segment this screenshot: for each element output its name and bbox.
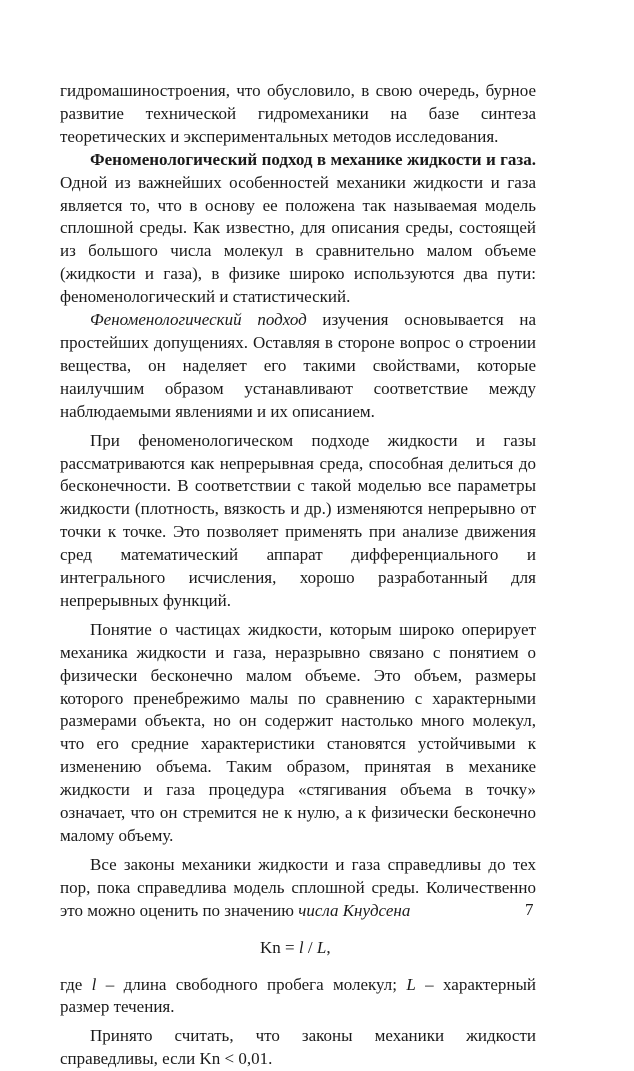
symbol-L: L [406, 974, 416, 994]
formula-eq: = [280, 937, 299, 957]
paragraph-4: При феноменологическом подходе жидкости и газы рассматриваются как непрерывная среда, способная делиться до бесконечности. В соответствии с такой моделью все параметры жидкости (плотность, вязкость и др.) изменяются непрерывно от точки к точке. Это позволяет применять при анализе движения сред математический аппарат дифференциального и интегрального исчисления, хорошо разработанный для непрерывных функций. [60, 430, 536, 610]
paragraph-8: Принято считать, что законы механики жидкости справедливы, если Kn < 0,01. [60, 1026, 536, 1069]
paragraph-3-text: изучения основывается на простейших допущениях. Оставляя в стороне вопрос о строении вещества, он наделяет его такими свойствами, которые наилучшим образом устанавливают соответствие между наблюдаемыми явлениями и их описанием. [60, 310, 537, 421]
formula-lhs: Kn [260, 937, 281, 957]
paragraph-7-b: – длина свободного пробега молекул; [96, 974, 407, 994]
page-number: 7 [525, 900, 534, 919]
formula-tail: , [326, 937, 331, 957]
paragraph-3 [60, 309, 536, 424]
paragraph-6 [60, 854, 536, 923]
formula-slash: / [303, 937, 317, 957]
paragraph-5: Понятие о частицах жидкости, которым широко оперирует механика жидкости и газа, неразрывно связано с понятием о физически бесконечно малом объеме. Это объем, размеры которого пренебрежимо малы по сравнению с характерными размерами объекта, но он содержит настолько много молекул, что его средние характеристики становятся устойчивыми к изменению объема. Таким образом, принятая в механике жидкости и газа процедура «стягивания объема в точку» означает, что он стремится не к нулю, а к физически бесконечно малому объему. [60, 619, 536, 845]
formula-L: L [316, 937, 327, 957]
paragraph-2 [60, 149, 536, 309]
paragraph-7 [60, 974, 536, 1020]
paragraph-1: гидромашиностроения, что обусловило, в свою очередь, бурное развитие технической гидромеханики на базе синтеза теоретических и экспериментальных методов исследования. [60, 81, 536, 146]
symbol-l: l [91, 974, 97, 994]
paragraph-7-c: – характерный размер течения. [60, 974, 536, 1017]
page-body [60, 80, 536, 1071]
paragraph-2-text: Одной из важнейших особенностей механики жидкости и газа является то, что в основу ее положена так называемая модель сплошной среды. Как известно, для описания среды, состоящей из большого числа молекул в сравнительно малом объеме (жидкости и газа), в физике широко используются два пути: феноменологический и статистический. [60, 172, 536, 307]
paragraph-6-text: Все законы механики жидкости и газа справедливы до тех пор, пока справедлива модель сплошной среды. Количественно это можно оценить по значению [60, 854, 536, 920]
knudsen-formula [60, 937, 536, 960]
formula-l: l [298, 937, 304, 957]
term-knudsen-number: числа Кнудсена [298, 900, 411, 920]
term-phenomenological-approach: Феноменологический подход [90, 310, 307, 330]
section-heading: Феноменологический подход в механике жидкости и газа. [90, 149, 536, 169]
paragraph-7-a: где [60, 974, 92, 994]
